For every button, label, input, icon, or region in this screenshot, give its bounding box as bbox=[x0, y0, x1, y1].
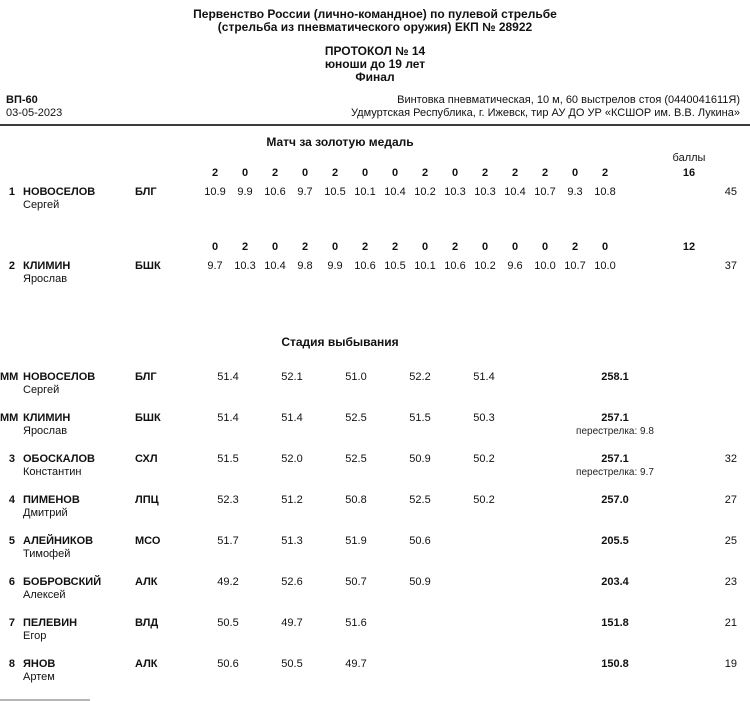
spacer bbox=[516, 658, 545, 671]
event-code: ВП-60 bbox=[6, 94, 38, 106]
event-date: 03-05-2023 bbox=[6, 107, 63, 119]
match-points: 25 bbox=[724, 535, 737, 547]
series-value: 51.2 bbox=[281, 494, 303, 506]
series-value: 52.5 bbox=[409, 494, 431, 506]
series-value bbox=[388, 617, 452, 630]
team-code: АЛК bbox=[135, 658, 158, 670]
shot-value: 10.3 bbox=[234, 260, 256, 272]
athlete-rank: 1 bbox=[8, 186, 15, 198]
spacer bbox=[516, 576, 545, 589]
match-points: 19 bbox=[724, 658, 737, 670]
series-value: 50.3 bbox=[473, 412, 495, 424]
team-code: СХЛ bbox=[135, 453, 158, 465]
series-value: 49.7 bbox=[345, 658, 367, 670]
team-code: ВЛД bbox=[135, 617, 159, 629]
athlete-surname: АЛЕЙНИКОВ bbox=[23, 535, 94, 547]
series-total: 258.1 bbox=[601, 371, 629, 383]
shot-value: 9.9 bbox=[237, 186, 253, 198]
series-value: 50.2 bbox=[473, 494, 495, 506]
spacer bbox=[516, 617, 545, 630]
series-value: 51.6 bbox=[345, 617, 367, 629]
shot-point: 0 bbox=[481, 241, 489, 253]
elimination-row bbox=[0, 453, 750, 479]
series-total: 257.1 bbox=[601, 412, 629, 424]
elimination-row bbox=[0, 535, 750, 561]
discipline-description: Винтовка пневматическая, 10 м, 60 выстрелов стоя (0440041611Я) bbox=[397, 94, 740, 106]
shot-value: 10.5 bbox=[384, 260, 406, 272]
shot-value: 9.7 bbox=[207, 260, 223, 272]
shootoff-note bbox=[545, 630, 685, 643]
shot-value: 9.8 bbox=[297, 260, 313, 272]
spacer bbox=[0, 241, 200, 254]
athlete-rank: 4 bbox=[8, 494, 15, 506]
team-code: МСО bbox=[135, 535, 161, 547]
stage-label: Финал bbox=[355, 70, 395, 84]
series-value: 50.5 bbox=[281, 658, 303, 670]
match-points: 32 bbox=[724, 453, 737, 465]
series-value bbox=[452, 535, 516, 548]
spacer bbox=[516, 453, 545, 466]
shot-point: 2 bbox=[361, 241, 369, 253]
athlete-rank: 7 bbox=[8, 617, 15, 629]
team-code: БШК bbox=[135, 260, 161, 272]
shot-value: 9.6 bbox=[507, 260, 523, 272]
series-value: 49.2 bbox=[217, 576, 239, 588]
shot-point: 2 bbox=[481, 167, 489, 179]
elimination-row bbox=[0, 412, 750, 438]
series-value: 51.4 bbox=[281, 412, 303, 424]
athlete-surname: БОБРОВСКИЙ bbox=[23, 576, 102, 588]
shootoff-note: перестрелка: 9.7 bbox=[576, 467, 654, 478]
athlete-rank: ММ bbox=[0, 371, 19, 383]
shot-value: 10.6 bbox=[444, 260, 466, 272]
shot-value: 10.7 bbox=[534, 186, 556, 198]
series-value: 52.2 bbox=[409, 371, 431, 383]
gold-match-points-header-row bbox=[0, 152, 750, 165]
series-value: 51.5 bbox=[217, 453, 239, 465]
elimination-row bbox=[0, 371, 750, 397]
shot-value: 10.3 bbox=[474, 186, 496, 198]
shot-value: 10.5 bbox=[324, 186, 346, 198]
shot-value: 10.0 bbox=[534, 260, 556, 272]
shot-value: 10.4 bbox=[504, 186, 526, 198]
athlete-rank: ММ bbox=[0, 412, 19, 424]
match-score: 37 bbox=[724, 260, 737, 272]
elimination-row bbox=[0, 576, 750, 602]
shot-point: 2 bbox=[241, 241, 249, 253]
series-total: 203.4 bbox=[601, 576, 629, 588]
event-meta-left bbox=[0, 94, 62, 120]
series-value: 52.5 bbox=[345, 412, 367, 424]
age-category: юноши до 19 лет bbox=[324, 57, 426, 71]
series-value: 51.0 bbox=[345, 371, 367, 383]
shot-point: 0 bbox=[451, 167, 459, 179]
series-value bbox=[452, 576, 516, 589]
series-total: 151.8 bbox=[601, 617, 629, 629]
athlete-surname: НОВОСЕЛОВ bbox=[23, 371, 96, 383]
spacer bbox=[620, 260, 658, 273]
shootoff-note bbox=[545, 384, 685, 397]
shot-point: 0 bbox=[271, 241, 279, 253]
series-value: 50.9 bbox=[409, 576, 431, 588]
shot-value: 10.9 bbox=[204, 186, 226, 198]
shot-value: 10.4 bbox=[264, 260, 286, 272]
series-value: 51.9 bbox=[345, 535, 367, 547]
series-total: 150.8 bbox=[601, 658, 629, 670]
shot-value: 10.6 bbox=[264, 186, 286, 198]
gold-match-athlete-row bbox=[0, 186, 750, 212]
athlete-rank: 2 bbox=[8, 260, 15, 272]
shootoff-note bbox=[545, 548, 685, 561]
venue-description: Удмуртская Республика, г. Ижевск, тир АУ ДО УР «КСШОР им. В.В. Лукина» bbox=[351, 107, 740, 119]
match-points: 27 bbox=[724, 494, 737, 506]
match-points: 23 bbox=[724, 576, 737, 588]
spacer bbox=[516, 371, 545, 384]
shot-point: 0 bbox=[421, 241, 429, 253]
shot-point: 2 bbox=[571, 241, 579, 253]
shot-point: 2 bbox=[421, 167, 429, 179]
shot-value: 10.3 bbox=[444, 186, 466, 198]
athlete-surname: ЯНОВ bbox=[23, 658, 56, 670]
gold-match-athlete-row bbox=[0, 260, 750, 286]
shot-value: 9.9 bbox=[327, 260, 343, 272]
athlete-firstname: Сергей bbox=[23, 199, 60, 211]
series-value: 50.7 bbox=[345, 576, 367, 588]
shot-point: 2 bbox=[331, 167, 339, 179]
shootoff-note bbox=[545, 507, 685, 520]
spacer bbox=[658, 186, 720, 199]
team-code: ЛПЦ bbox=[135, 494, 159, 506]
series-value: 52.1 bbox=[281, 371, 303, 383]
shot-value: 10.2 bbox=[474, 260, 496, 272]
athlete-firstname: Сергей bbox=[23, 384, 60, 396]
spacer bbox=[620, 167, 658, 180]
points-total: 12 bbox=[682, 241, 696, 253]
shot-point: 0 bbox=[361, 167, 369, 179]
athlete-surname: ПЕЛЕВИН bbox=[23, 617, 78, 629]
athlete-firstname: Ярослав bbox=[23, 425, 68, 437]
athlete-firstname: Артем bbox=[23, 671, 55, 683]
series-value: 51.4 bbox=[217, 371, 239, 383]
athlete-firstname: Тимофей bbox=[23, 548, 71, 560]
points-total: 16 bbox=[682, 167, 696, 179]
shot-value: 10.1 bbox=[414, 260, 436, 272]
series-value: 50.9 bbox=[409, 453, 431, 465]
match-points bbox=[685, 412, 750, 425]
shot-value: 10.6 bbox=[354, 260, 376, 272]
header-divider bbox=[0, 124, 750, 126]
athlete-firstname: Ярослав bbox=[23, 273, 68, 285]
shot-value: 10.4 bbox=[384, 186, 406, 198]
competition-title-line2: (стрельба из пневматического оружия) ЕКП № 28922 bbox=[217, 20, 533, 34]
athlete-firstname: Константин bbox=[23, 466, 82, 478]
athlete-surname: НОВОСЕЛОВ bbox=[23, 186, 96, 198]
shot-point: 2 bbox=[271, 167, 279, 179]
spacer bbox=[516, 494, 545, 507]
series-value: 52.5 bbox=[345, 453, 367, 465]
shot-point: 2 bbox=[211, 167, 219, 179]
series-value: 50.2 bbox=[473, 453, 495, 465]
series-value: 50.8 bbox=[345, 494, 367, 506]
shot-point: 2 bbox=[391, 241, 399, 253]
elimination-row bbox=[0, 658, 750, 684]
spacer bbox=[620, 241, 658, 254]
athlete-surname: ОБОСКАЛОВ bbox=[23, 453, 95, 465]
match-points bbox=[685, 371, 750, 384]
series-value: 51.3 bbox=[281, 535, 303, 547]
shot-point: 0 bbox=[301, 167, 309, 179]
series-value: 51.7 bbox=[217, 535, 239, 547]
series-value: 49.7 bbox=[281, 617, 303, 629]
shot-value: 10.0 bbox=[594, 260, 616, 272]
series-value: 50.5 bbox=[217, 617, 239, 629]
series-total: 257.0 bbox=[601, 494, 629, 506]
shot-point: 0 bbox=[391, 167, 399, 179]
series-total: 257.1 bbox=[601, 453, 629, 465]
shootoff-note bbox=[545, 671, 685, 684]
document-header bbox=[0, 0, 750, 84]
shot-point: 2 bbox=[301, 241, 309, 253]
shot-value: 10.8 bbox=[594, 186, 616, 198]
series-total: 205.5 bbox=[601, 535, 629, 547]
series-value: 51.4 bbox=[473, 371, 495, 383]
shot-point: 2 bbox=[451, 241, 459, 253]
event-meta-right bbox=[351, 94, 750, 120]
athlete-rank: 6 bbox=[8, 576, 15, 588]
spacer bbox=[658, 260, 720, 273]
elimination-row bbox=[0, 617, 750, 643]
shot-point: 0 bbox=[211, 241, 219, 253]
points-column-header: баллы bbox=[672, 152, 706, 164]
shot-value: 10.7 bbox=[564, 260, 586, 272]
shot-value: 9.7 bbox=[297, 186, 313, 198]
elimination-title: Стадия выбывания bbox=[281, 335, 399, 349]
team-code: БШК bbox=[135, 412, 161, 424]
athlete-surname: КЛИМИН bbox=[23, 412, 71, 424]
series-value bbox=[452, 617, 516, 630]
spacer bbox=[620, 186, 658, 199]
athlete-surname: КЛИМИН bbox=[23, 260, 71, 272]
series-value: 50.6 bbox=[409, 535, 431, 547]
gold-match-title: Матч за золотую медаль bbox=[266, 135, 414, 149]
protocol-number: ПРОТОКОЛ № 14 bbox=[324, 44, 426, 58]
elimination-row bbox=[0, 494, 750, 520]
athlete-rank: 3 bbox=[8, 453, 15, 465]
shot-point: 0 bbox=[601, 241, 609, 253]
athlete-rank: 8 bbox=[8, 658, 15, 670]
series-value: 50.6 bbox=[217, 658, 239, 670]
competition-title-line1: Первенство России (лично-командное) по пулевой стрельбе bbox=[193, 7, 557, 21]
shot-point: 0 bbox=[541, 241, 549, 253]
team-code: БЛГ bbox=[135, 371, 157, 383]
athlete-firstname: Дмитрий bbox=[23, 507, 68, 519]
shot-point: 2 bbox=[511, 167, 519, 179]
match-score: 45 bbox=[724, 186, 737, 198]
series-value bbox=[452, 658, 516, 671]
athlete-rank: 5 bbox=[8, 535, 15, 547]
team-code: АЛК bbox=[135, 576, 158, 588]
shot-point: 2 bbox=[541, 167, 549, 179]
series-value: 52.3 bbox=[217, 494, 239, 506]
match-points: 21 bbox=[724, 617, 737, 629]
spacer bbox=[516, 412, 545, 425]
spacer bbox=[0, 167, 200, 180]
shot-point: 2 bbox=[601, 167, 609, 179]
shot-point: 0 bbox=[571, 167, 579, 179]
points-row bbox=[0, 167, 750, 180]
athlete-surname: ПИМЕНОВ bbox=[23, 494, 80, 506]
series-value: 51.5 bbox=[409, 412, 431, 424]
series-value bbox=[388, 658, 452, 671]
spacer bbox=[516, 535, 545, 548]
shot-point: 0 bbox=[241, 167, 249, 179]
series-value: 51.4 bbox=[217, 412, 239, 424]
shootoff-note: перестрелка: 9.8 bbox=[576, 426, 654, 437]
shot-value: 9.3 bbox=[567, 186, 583, 198]
shot-value: 10.1 bbox=[354, 186, 376, 198]
team-code: БЛГ bbox=[135, 186, 157, 198]
series-value: 52.6 bbox=[281, 576, 303, 588]
athlete-firstname: Егор bbox=[23, 630, 47, 642]
event-meta bbox=[0, 94, 750, 120]
shot-point: 0 bbox=[511, 241, 519, 253]
athlete-firstname: Алексей bbox=[23, 589, 66, 601]
points-row bbox=[0, 241, 750, 254]
series-value: 52.0 bbox=[281, 453, 303, 465]
shot-value: 10.2 bbox=[414, 186, 436, 198]
shootoff-note bbox=[545, 589, 685, 602]
shot-point: 0 bbox=[331, 241, 339, 253]
